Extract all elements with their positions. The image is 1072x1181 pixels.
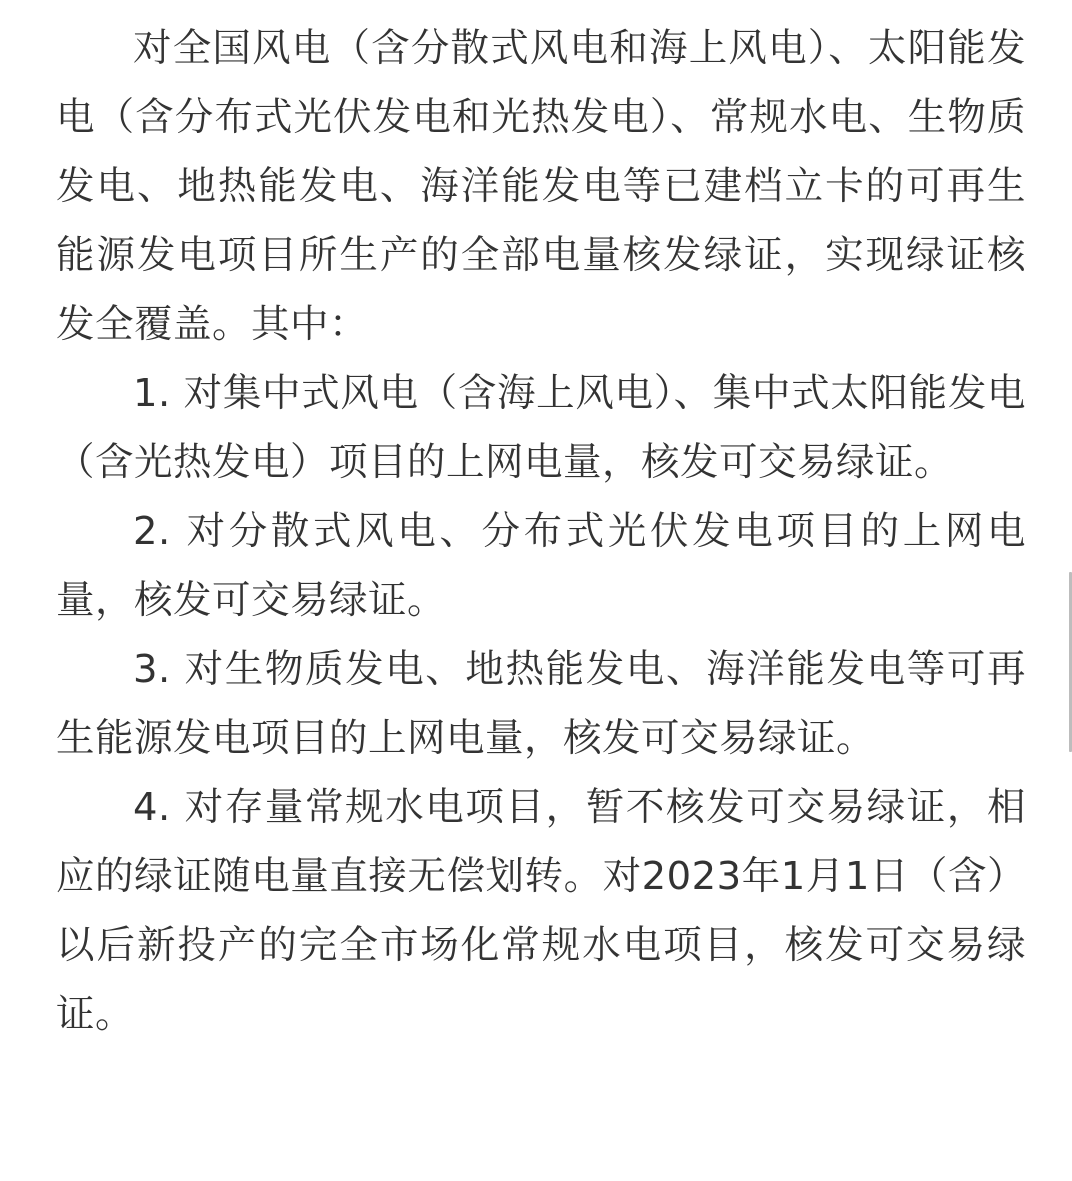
list-item-4: 4. 对存量常规水电项目，暂不核发可交易绿证，相应的绿证随电量直接无偿划转。对2023年1月1日（含）以后新投产的完全市场化常规水电项目，核发可交易绿证。 <box>56 785 1026 1037</box>
list-item-3: 3. 对生物质发电、地热能发电、海洋能发电等可再生能源发电项目的上网电量，核发可交易绿证。 <box>56 647 1026 761</box>
list-item-1: 1. 对集中式风电（含海上风电）、集中式太阳能发电（含光热发电）项目的上网电量，核发可交易绿证。 <box>56 371 1026 485</box>
article-body <box>56 14 1026 1049</box>
intro-paragraph: 对全国风电（含分散式风电和海上风电）、太阳能发电（含分布式光伏发电和光热发电）、常规水电、生物质发电、地热能发电、海洋能发电等已建档立卡的可再生能源发电项目所生产的全部电量核发绿证，实现绿证核发全覆盖。其中： <box>56 26 1026 347</box>
list-item-2: 2. 对分散式风电、分布式光伏发电项目的上网电量，核发可交易绿证。 <box>56 509 1026 623</box>
